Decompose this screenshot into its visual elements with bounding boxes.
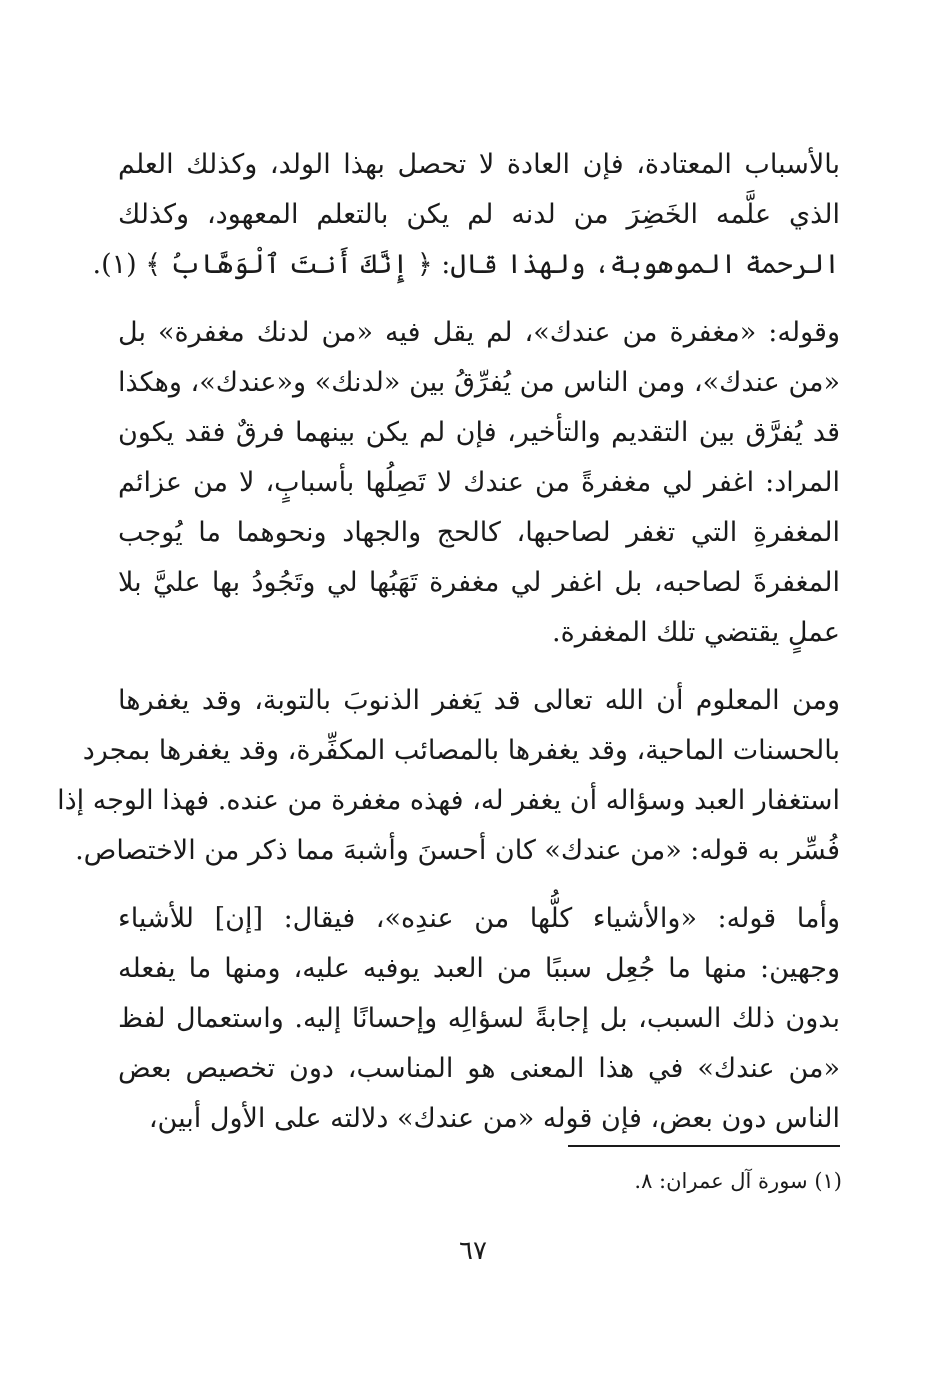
footnote: (١) سورة آل عمران: ٨. bbox=[634, 1169, 842, 1193]
text-line: استغفار العبد وسؤاله أن يغفر له، فهذه مغفرة من عنده. فهذا الوجه إذا bbox=[57, 785, 840, 816]
paragraph bbox=[118, 308, 840, 658]
text-line: عملٍ يقتضي تلك المغفرة. bbox=[551, 617, 840, 648]
text-line: «من عندك»، ومن الناس من يُفرِّقُ بين «لدنك» و«عندك»، وهكذا bbox=[118, 367, 840, 398]
footnote-divider bbox=[568, 1145, 840, 1147]
text-line: وقوله: «مغفرة من عندك»، لم يقل فيه «من لدنك مغفرة» بل bbox=[118, 317, 840, 348]
paragraph bbox=[118, 894, 840, 1144]
text-line: بدون ذلك السبب، بل إجابةً لسؤالِه وإحسانًا إليه. واستعمال لفظ bbox=[118, 1003, 840, 1034]
text-line: الناس دون بعض، فإن قوله «من عندك» دلالته على الأول أبين، bbox=[148, 1103, 840, 1134]
text-line: بالأسباب المعتادة، فإن العادة لا تحصل بهذا الولد، وكذلك العلم bbox=[118, 149, 840, 180]
text-line: وأما قوله: «والأشياء كلُّها من عندِه»، فيقال: [إن] للأشياء bbox=[118, 903, 840, 934]
text-line: الذي علَّمه الخَضِرَ من لدنه لم يكن بالتعلم المعهود، وكذلك bbox=[118, 199, 840, 230]
page-number: ٦٧ bbox=[459, 1236, 487, 1266]
text-line: المراد: اغفر لي مغفرةً من عندك لا تَصِلُها بأسبابٍ، لا من عزائم bbox=[118, 467, 840, 498]
text-line: ومن المعلوم أن الله تعالى قد يَغفر الذنوبَ بالتوبة، وقد يغفرها bbox=[118, 685, 840, 716]
main-text bbox=[57, 140, 841, 1162]
text-line: وجهين: منها ما جُعِل سببًا من العبد يوفيه عليه، ومنها ما يفعله bbox=[118, 953, 840, 984]
text-line: الرحمة الموهوبة، ولهذا قال: ﴿ إِنَّكَ أَنتَ ٱلْوَهَّابُ ﴾ (١). bbox=[92, 249, 840, 280]
text-line: قد يُفرَّق بين التقديم والتأخير، فإن لم يكن بينهما فرقٌ فقد يكون bbox=[118, 417, 840, 448]
text-line: المغفرةِ التي تغفر لصاحبها، كالحج والجهاد ونحوهما ما يُوجب bbox=[118, 517, 840, 548]
text-line: بالحسنات الماحية، وقد يغفرها بالمصائب المكفِّرة، وقد يغفرها بمجرد bbox=[82, 735, 840, 766]
text-line: المغفرةَ لصاحبه، بل اغفر لي مغفرة تَهَبُها لي وتَجُودُ بها عليَّ بلا bbox=[118, 567, 840, 598]
paragraph bbox=[57, 676, 840, 876]
text-line: «من عندك» في هذا المعنى هو المناسب، دون تخصيص بعض bbox=[118, 1053, 841, 1084]
paragraph bbox=[92, 140, 840, 290]
text-line: فُسِّر به قوله: «من عندك» كان أحسنَ وأشبهَ مما ذكر من الاختصاص. bbox=[75, 835, 840, 866]
